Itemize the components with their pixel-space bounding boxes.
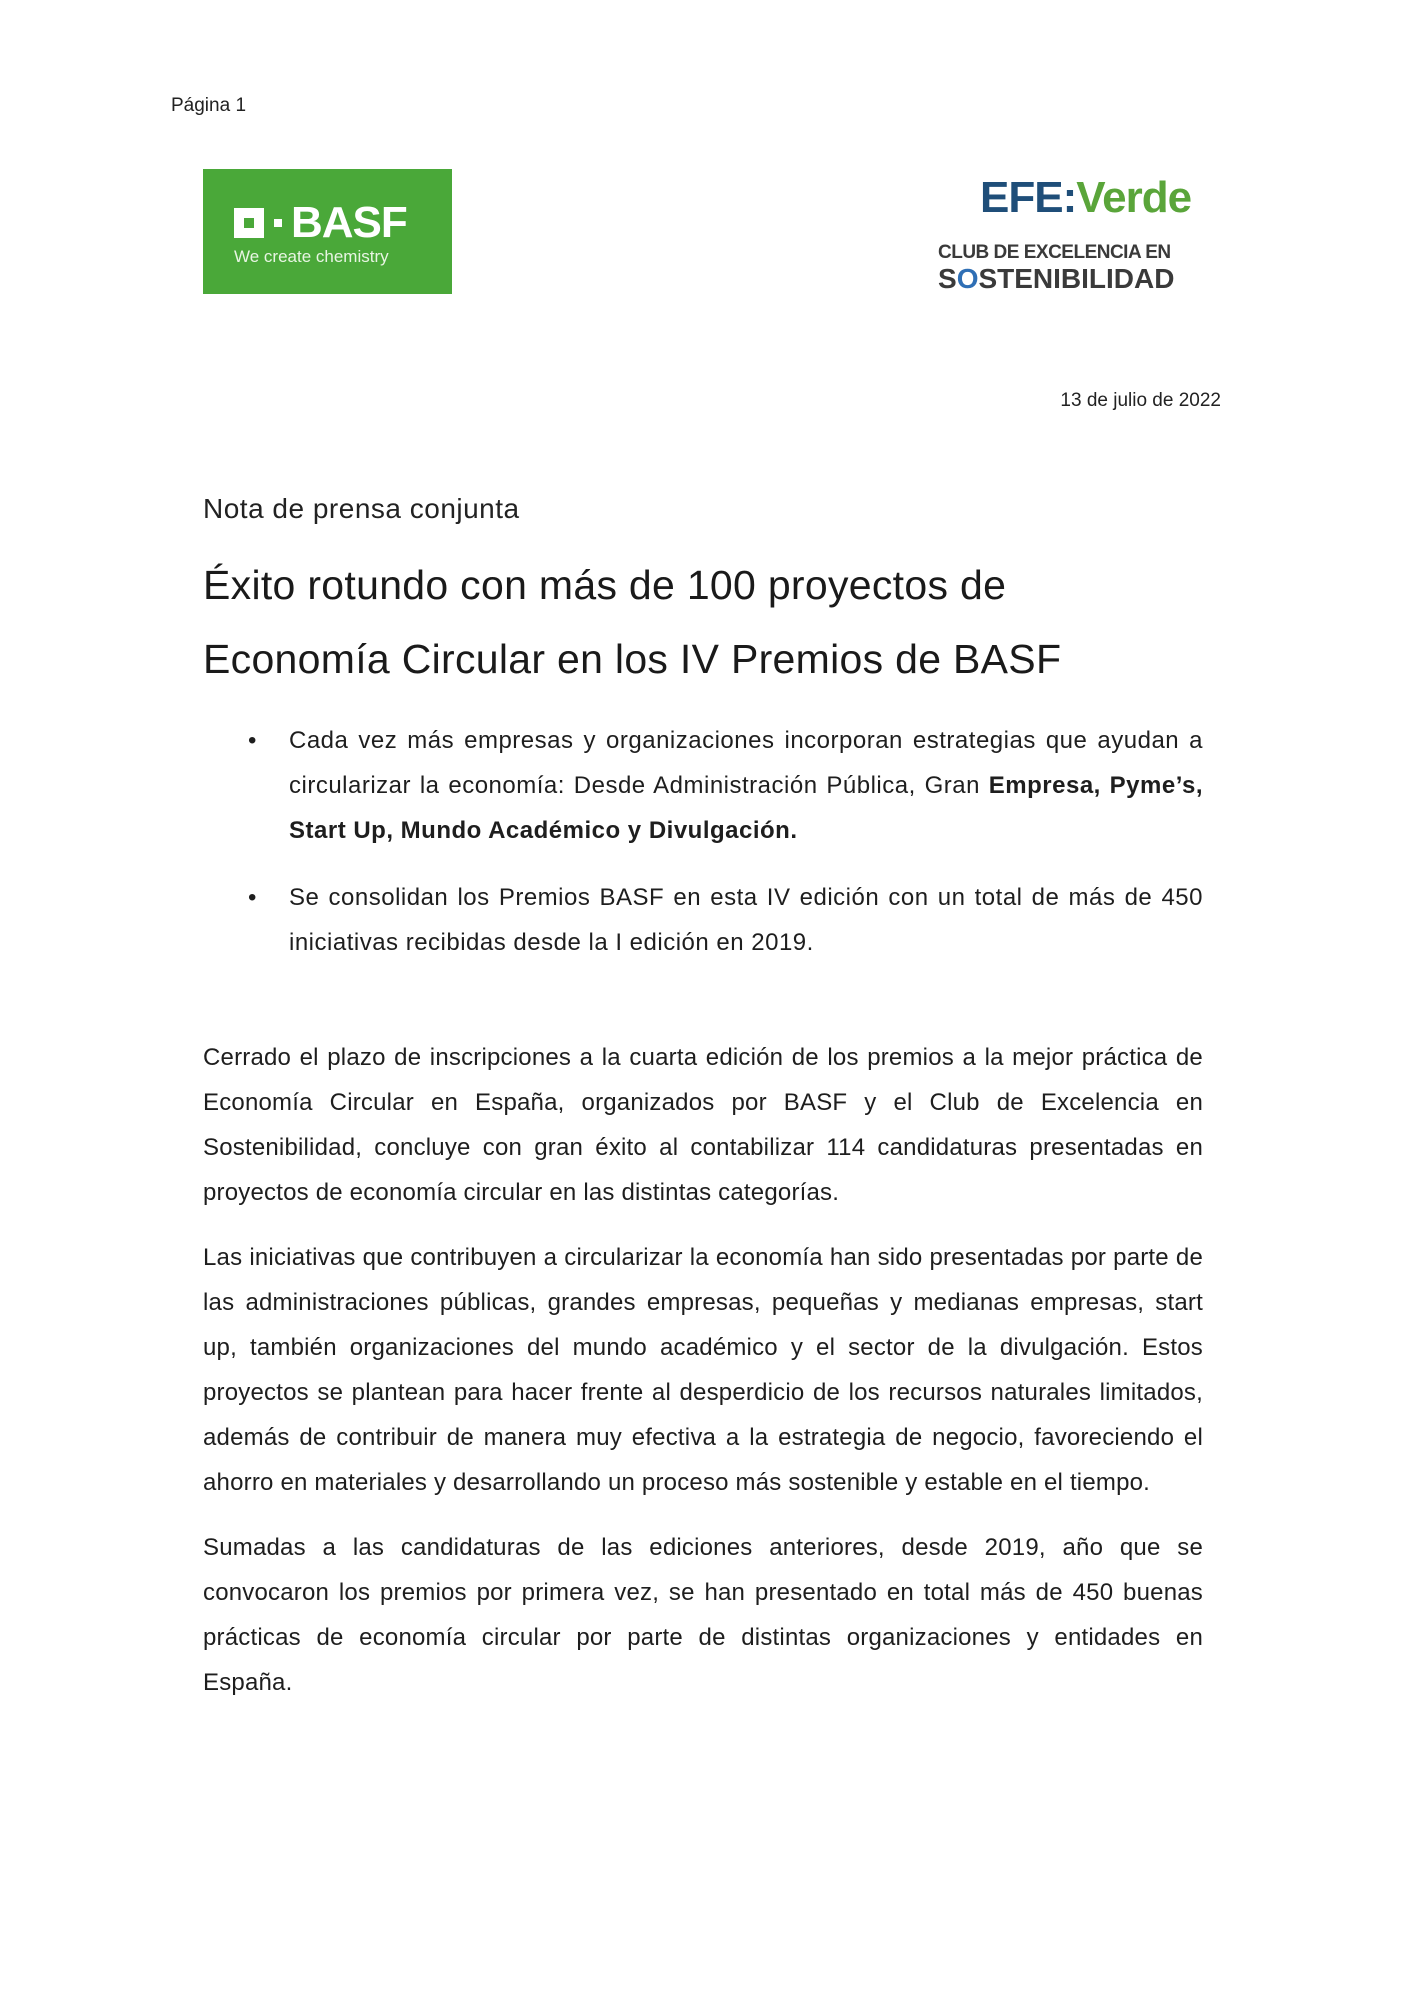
bullet-marker: •: [248, 727, 257, 754]
bullet-marker: •: [248, 884, 257, 911]
verde-text: Verde: [1076, 173, 1192, 222]
sost-accent-letter: O: [956, 263, 979, 294]
highlight-text: Cada vez más empresas y organizaciones incorporan estrategias que ayudan a circularizar la economía: Desde Administración Pública, Gran: [289, 727, 1203, 799]
basf-tagline: We create chemistry: [234, 247, 389, 266]
highlight-bold-text: Empresa, Pyme’s, Start Up, Mundo Académico y Divulgación.: [289, 772, 1204, 844]
basf-dot-icon: [274, 219, 282, 227]
sost-first-letter: S: [938, 263, 957, 294]
headline: [203, 548, 1213, 696]
highlights-list: [203, 718, 1203, 987]
efe-verde-wordmark: [980, 173, 1192, 222]
basf-wordmark: BASF: [291, 198, 407, 247]
press-date: 13 de julio de 2022: [1060, 390, 1221, 411]
page-number: Página 1: [171, 95, 247, 116]
efe-separator: :: [1062, 173, 1077, 222]
basf-wordmark-group: [234, 198, 407, 247]
efe-text: EFE: [980, 173, 1063, 222]
efe-verde-logo: [930, 170, 1200, 300]
basf-logo: [203, 169, 452, 294]
headline-line-2: Economía Circular en los IV Premios de BASF: [203, 636, 1062, 682]
sost-rest: STENIBILIDAD: [978, 263, 1175, 294]
basf-square-icon: [234, 208, 264, 238]
highlight-item: [203, 875, 1203, 965]
article-body: [203, 1035, 1203, 1725]
press-kicker: Nota de prensa conjunta: [203, 493, 520, 524]
body-paragraph: Cerrado el plazo de inscripciones a la cuarta edición de los premios a la mejor práctica de Economía Circular en España, organizados por BASF y el Club de Excelencia en Sostenibilidad, concluye con gran éxito al contabilizar 114 candidaturas presentadas en proyectos de economía circular en las distintas categorías.: [203, 1044, 1203, 1206]
sostenibilidad-text: [938, 263, 1174, 295]
highlight-item: [203, 718, 1203, 853]
club-excelencia-text: CLUB DE EXCELENCIA EN: [938, 242, 1171, 263]
body-paragraph: Las iniciativas que contribuyen a circularizar la economía han sido presentadas por parte de las administraciones públicas, grandes empresas, pequeñas y medianas empresas, start up, también organizaciones del mundo académico y el sector de la divulgación. Estos proyectos se plantean para hacer frente al desperdicio de los recursos naturales limitados, además de contribuir de manera muy efectiva a la estrategia de negocio, favoreciendo el ahorro en materiales y desarrollando un proceso más sostenible y estable en el tiempo.: [203, 1244, 1203, 1496]
headline-line-1: Éxito rotundo con más de 100 proyectos de: [203, 562, 1007, 608]
highlight-text: Se consolidan los Premios BASF en esta IV edición con un total de más de 450 iniciativas recibidas desde la I edición en 2019.: [289, 884, 1203, 956]
body-paragraph: Sumadas a las candidaturas de las ediciones anteriores, desde 2019, año que se convocaron los premios por primera vez, se han presentado en total más de 450 buenas prácticas de economía circular por parte de distintas organizaciones y entidades en España.: [203, 1534, 1203, 1696]
